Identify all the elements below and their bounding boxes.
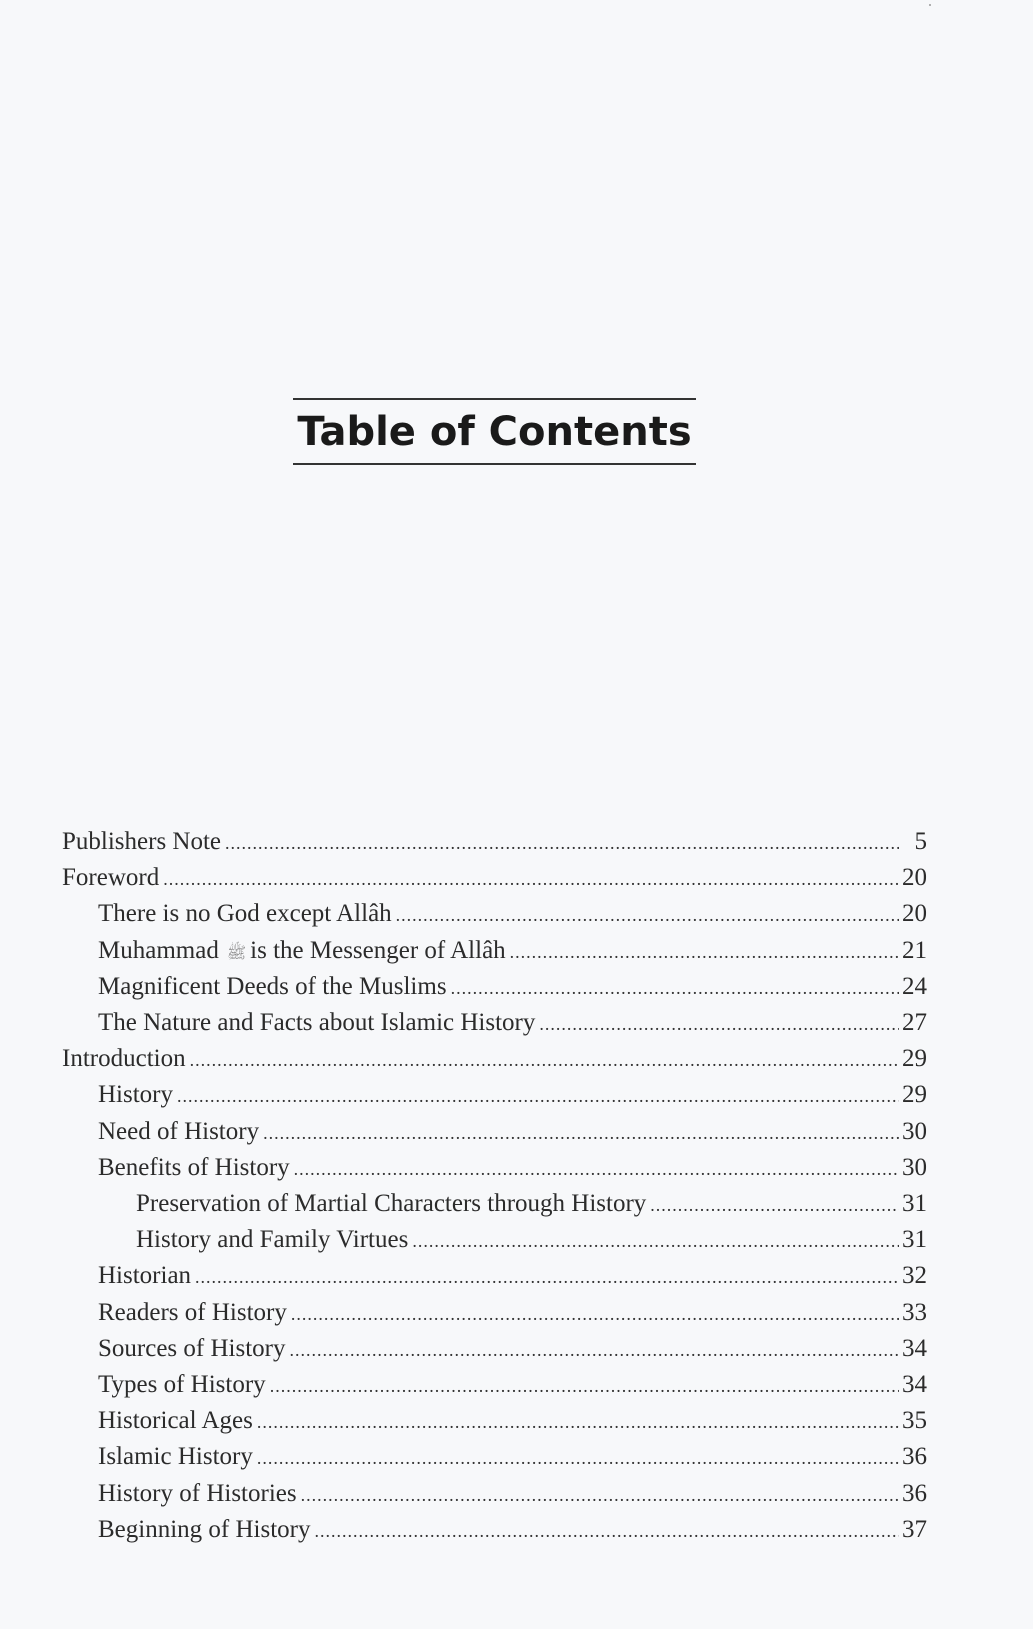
toc-entry-page-number: 29	[902, 1081, 927, 1109]
toc-entry	[98, 1114, 927, 1150]
toc-entry-page-number: 34	[902, 1371, 927, 1398]
dot-leader	[510, 934, 899, 970]
toc-entry-page-number: 27	[902, 1009, 927, 1036]
dot-leader	[301, 1477, 899, 1513]
toc-entry	[98, 1512, 927, 1548]
dust-speck	[929, 4, 931, 6]
toc-entry-label: Islamic History	[98, 1443, 253, 1471]
toc-entry-label: Benefits of History	[98, 1153, 290, 1181]
toc-entry	[98, 1403, 927, 1439]
toc-entry-label-continued: is the Messenger of Allâh	[250, 936, 506, 964]
toc-entry-label: There is no God except Allâh	[98, 900, 392, 928]
dot-leader	[396, 897, 899, 933]
toc-entry	[98, 969, 927, 1005]
page-title: Table of Contents	[297, 408, 692, 455]
toc-entry	[98, 1476, 927, 1512]
toc-entry-label: Types of History	[98, 1371, 266, 1398]
dot-leader	[177, 1078, 899, 1114]
toc-entry-page-number: 30	[902, 1117, 927, 1145]
toc-entry-label: History and Family Virtues	[136, 1226, 409, 1254]
toc-entry-page-number: 32	[902, 1262, 927, 1290]
toc-entry-page-number: 37	[902, 1515, 927, 1543]
dot-leader	[650, 1187, 899, 1223]
toc-entry	[98, 1331, 927, 1367]
toc-entry	[98, 1439, 927, 1475]
toc-entry-page-number: 24	[902, 972, 927, 1000]
dot-leader	[195, 1259, 899, 1295]
salutation-symbol: ﷺ	[226, 944, 247, 962]
toc-entry	[62, 1041, 927, 1077]
dot-leader	[291, 1296, 899, 1332]
dot-leader	[190, 1042, 899, 1078]
title-block	[293, 398, 696, 465]
toc-entry-page-number: 29	[902, 1045, 927, 1073]
toc-entry	[98, 933, 927, 969]
dot-leader	[451, 970, 899, 1006]
dot-leader	[257, 1404, 899, 1440]
toc-entry-page-number: 31	[902, 1190, 927, 1217]
toc-entry-page-number: 20	[902, 900, 927, 928]
toc-entry-label: The Nature and Facts about Islamic History	[98, 1009, 536, 1036]
toc-entry	[136, 1186, 927, 1222]
toc-entry-page-number: 36	[902, 1479, 927, 1507]
dot-leader	[270, 1368, 899, 1404]
toc-entry-page-number: 20	[902, 864, 927, 892]
dot-leader	[539, 1006, 899, 1042]
toc-entry	[136, 1222, 927, 1258]
toc-entry-label: Beginning of History	[98, 1515, 311, 1543]
toc-entry	[98, 1295, 927, 1331]
toc-entry-label: Introduction	[62, 1045, 186, 1073]
dot-leader	[263, 1115, 899, 1151]
toc-entry	[98, 1258, 927, 1294]
toc-entry-page-number: 36	[902, 1443, 927, 1471]
toc-entry-page-number: 30	[902, 1153, 927, 1181]
toc-entry	[98, 896, 927, 932]
dot-leader	[163, 861, 899, 897]
toc-entry-page-number: 31	[902, 1226, 927, 1254]
dot-leader	[412, 1223, 899, 1259]
toc-entry-label: Readers of History	[98, 1298, 287, 1326]
dot-leader	[257, 1440, 899, 1476]
toc-entry	[62, 824, 927, 860]
toc-entry-label: Preservation of Martial Characters through History	[136, 1190, 647, 1217]
toc-entry	[98, 1005, 927, 1041]
toc-entry-label: Historical Ages	[98, 1407, 253, 1435]
toc-entry-label: History of Histories	[98, 1479, 297, 1507]
toc-entry-page-number: 33	[902, 1298, 927, 1326]
toc-entry-label: Foreword	[62, 864, 160, 892]
toc-entry-page-number: 21	[902, 936, 927, 964]
toc-entry	[98, 1077, 927, 1113]
dot-leader	[294, 1151, 899, 1187]
toc-entry-label: Muhammad	[98, 936, 219, 964]
toc-entry-label: Magnificent Deeds of the Muslims	[98, 972, 447, 1000]
toc-entry-label: Publishers Note	[62, 828, 222, 855]
toc-entry-label: History	[98, 1081, 173, 1109]
toc-entry-label: Sources of History	[98, 1334, 286, 1362]
toc-entry-page-number: 35	[902, 1407, 927, 1435]
toc-entry	[62, 860, 927, 896]
toc-entry	[98, 1150, 927, 1186]
toc-entry-page-number: 34	[902, 1334, 927, 1362]
toc-entry-label: Historian	[98, 1262, 192, 1290]
toc-entry-page-number: 5	[914, 828, 927, 855]
dot-leader	[225, 825, 899, 861]
dot-leader	[315, 1513, 900, 1549]
dot-leader	[289, 1332, 899, 1368]
toc-entry	[98, 1367, 927, 1403]
toc-entry-label: Need of History	[98, 1117, 260, 1145]
